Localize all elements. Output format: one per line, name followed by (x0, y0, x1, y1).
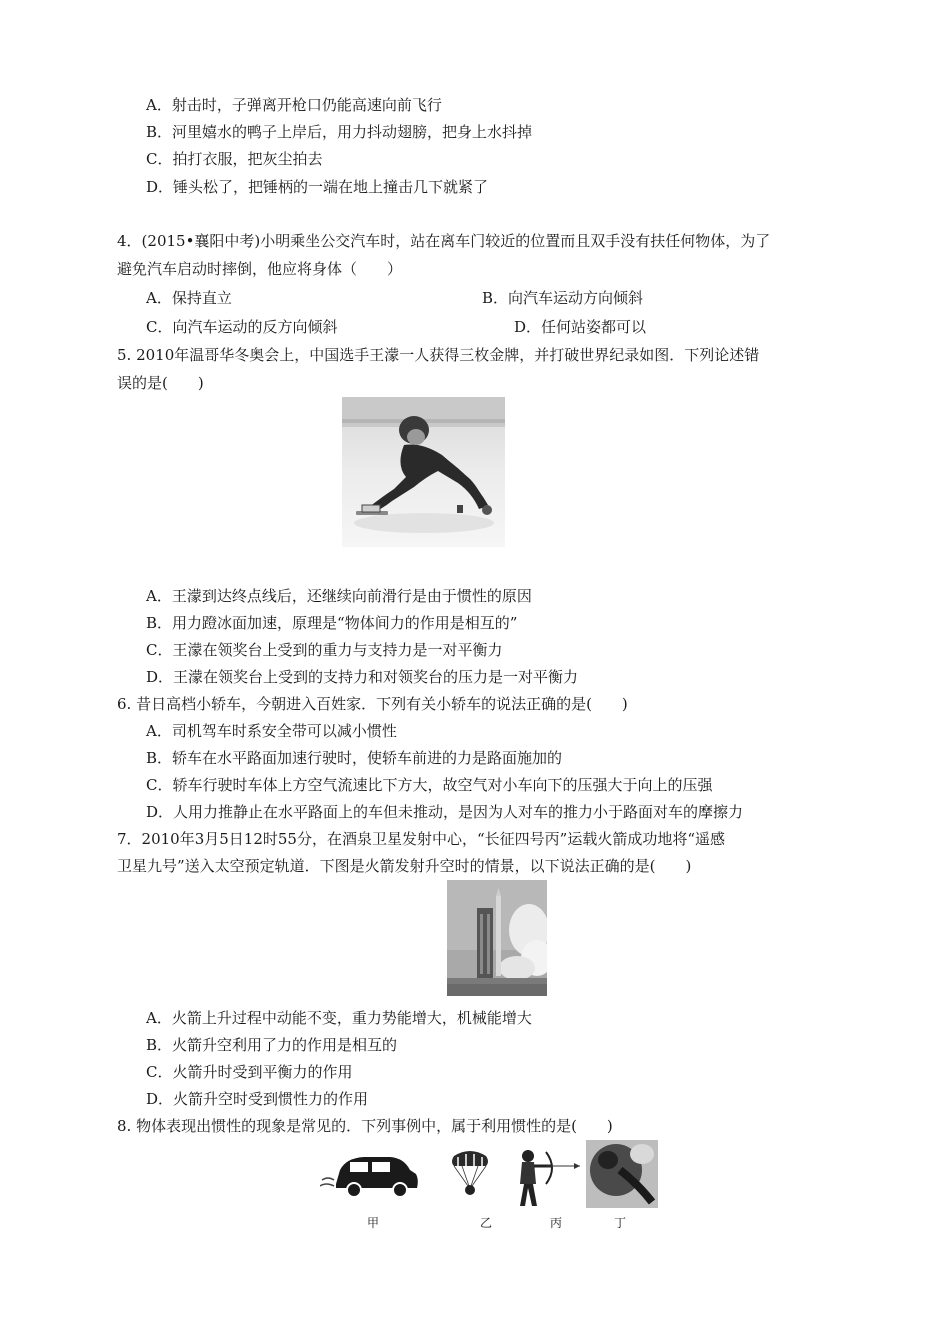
q7-stem-line2: 卫星九号”送入太空预定轨道．下图是火箭发射升空时的情景，以下说法正确的是( ) (117, 857, 692, 875)
q4-option-c: C．向汽车运动的反方向倾斜 (146, 318, 338, 336)
q3-option-b: B．河里嬉水的鸭子上岸后，用力抖动翅膀，把身上水抖掉 (146, 123, 533, 141)
q7-stem-line1: 7．2010年3月5日12时55分，在酒泉卫星发射中心，“长征四号丙”运载火箭成功地将“遥感 (117, 830, 725, 848)
figure-caption-jia: 甲 (367, 1216, 380, 1230)
q5-option-d: D．王濛在领奖台上受到的支持力和对领奖台的压力是一对平衡力 (146, 668, 579, 686)
q8-stem: 8. 物体表现出惯性的现象是常见的．下列事例中，属于利用惯性的是( ) (117, 1117, 613, 1135)
q6-option-d: D．人用力推静止在水平路面上的车但未推动，是因为人对车的推力小于路面对车的摩擦力 (146, 803, 744, 821)
q5-stem-line2: 误的是( ) (117, 374, 204, 392)
q6-option-a: A．司机驾车时系安全带可以减小惯性 (146, 722, 397, 740)
speed-skater-photo (342, 397, 505, 547)
car-illustration (320, 1150, 422, 1200)
q4-stem-line1: 4．(2015•襄阳中考)小明乘坐公交汽车时，站在离车门较近的位置而且双手没有扶任何物体，为了 (117, 232, 771, 250)
q5-stem-line1: 5. 2010年温哥华冬奥会上，中国选手王濛一人获得三枚金牌，并打破世界纪录如图．下列论述错 (117, 346, 760, 364)
parachute-illustration (440, 1148, 500, 1206)
q7-option-b: B．火箭升空利用了力的作用是相互的 (146, 1036, 398, 1054)
figure-caption-ding: 丁 (614, 1216, 627, 1230)
q6-option-c: C．轿车行驶时车体上方空气流速比下方大，故空气对小车向下的压强大于向上的压强 (146, 776, 713, 794)
q4-option-a: A．保持直立 (146, 289, 232, 307)
q3-option-d: D．锤头松了，把锤柄的一端在地上撞击几下就紧了 (146, 178, 489, 196)
q5-option-a: A．王濛到达终点线后，还继续向前滑行是由于惯性的原因 (146, 587, 532, 605)
archer-illustration (512, 1148, 582, 1208)
q7-option-d: D．火箭升空时受到惯性力的作用 (146, 1090, 369, 1108)
q5-option-c: C．王濛在领奖台上受到的重力与支持力是一对平衡力 (146, 641, 503, 659)
q6-option-b: B．轿车在水平路面加速行驶时，使轿车前进的力是路面施加的 (146, 749, 563, 767)
q4-option-d: D．任何站姿都可以 (514, 318, 647, 336)
q5-option-b: B．用力蹬冰面加速，原理是“物体间力的作用是相互的” (146, 614, 518, 632)
hammer-scene-illustration (586, 1140, 658, 1208)
q6-stem: 6. 昔日高档小轿车，今朝进入百姓家．下列有关小轿车的说法正确的是( ) (117, 695, 628, 713)
q3-option-c: C．拍打衣服，把灰尘拍去 (146, 150, 323, 168)
q7-option-a: A．火箭上升过程中动能不变，重力势能增大，机械能增大 (146, 1009, 532, 1027)
q4-option-b: B．向汽车运动方向倾斜 (482, 289, 644, 307)
rocket-launch-photo (447, 880, 547, 996)
figure-caption-bing: 丙 (550, 1216, 563, 1230)
q7-option-c: C．火箭升时受到平衡力的作用 (146, 1063, 353, 1081)
q3-option-a: A．射击时，子弹离开枪口仍能高速向前飞行 (146, 96, 442, 114)
q4-stem-line2: 避免汽车启动时摔倒，他应将身体（ ） (117, 260, 403, 278)
figure-caption-yi: 乙 (480, 1216, 493, 1230)
